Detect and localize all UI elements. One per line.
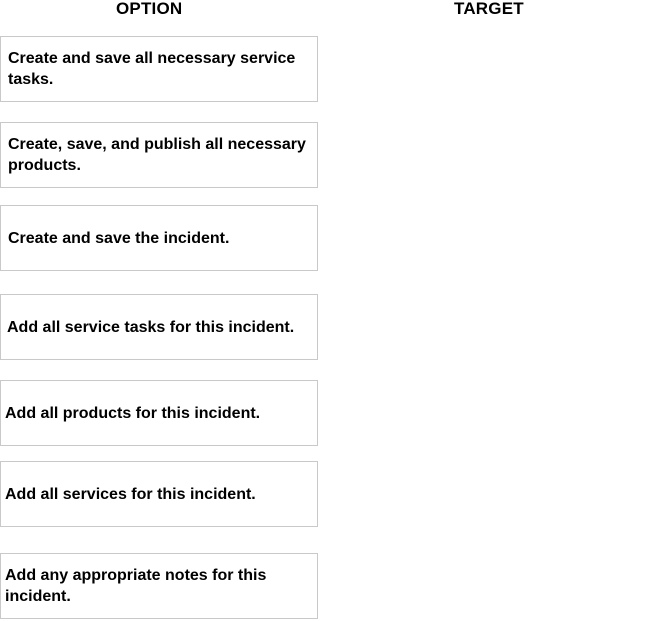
option-column-header: OPTION: [116, 0, 183, 18]
option-item-add-products[interactable]: [0, 380, 318, 446]
option-item-label: Add any appropriate notes for this incident.: [5, 567, 267, 605]
target-drop-area[interactable]: [330, 28, 650, 621]
option-item-label: Add all products for this incident.: [5, 404, 261, 422]
option-item-label: Add all services for this incident.: [5, 485, 256, 503]
option-item-publish-products[interactable]: [0, 122, 318, 188]
option-item-add-notes[interactable]: [0, 553, 318, 619]
target-column-header: TARGET: [454, 0, 524, 18]
option-item-add-service-tasks[interactable]: [0, 294, 318, 360]
option-item-create-incident[interactable]: [0, 205, 318, 271]
option-item-label: Create, save, and publish all necessary products.: [8, 136, 306, 174]
option-item-label: Add all service tasks for this incident.: [7, 318, 295, 336]
option-item-create-service-tasks[interactable]: [0, 36, 318, 102]
option-item-label: Create and save the incident.: [8, 229, 230, 247]
option-item-label: Create and save all necessary service tasks.: [8, 50, 296, 88]
option-item-add-services[interactable]: [0, 461, 318, 527]
